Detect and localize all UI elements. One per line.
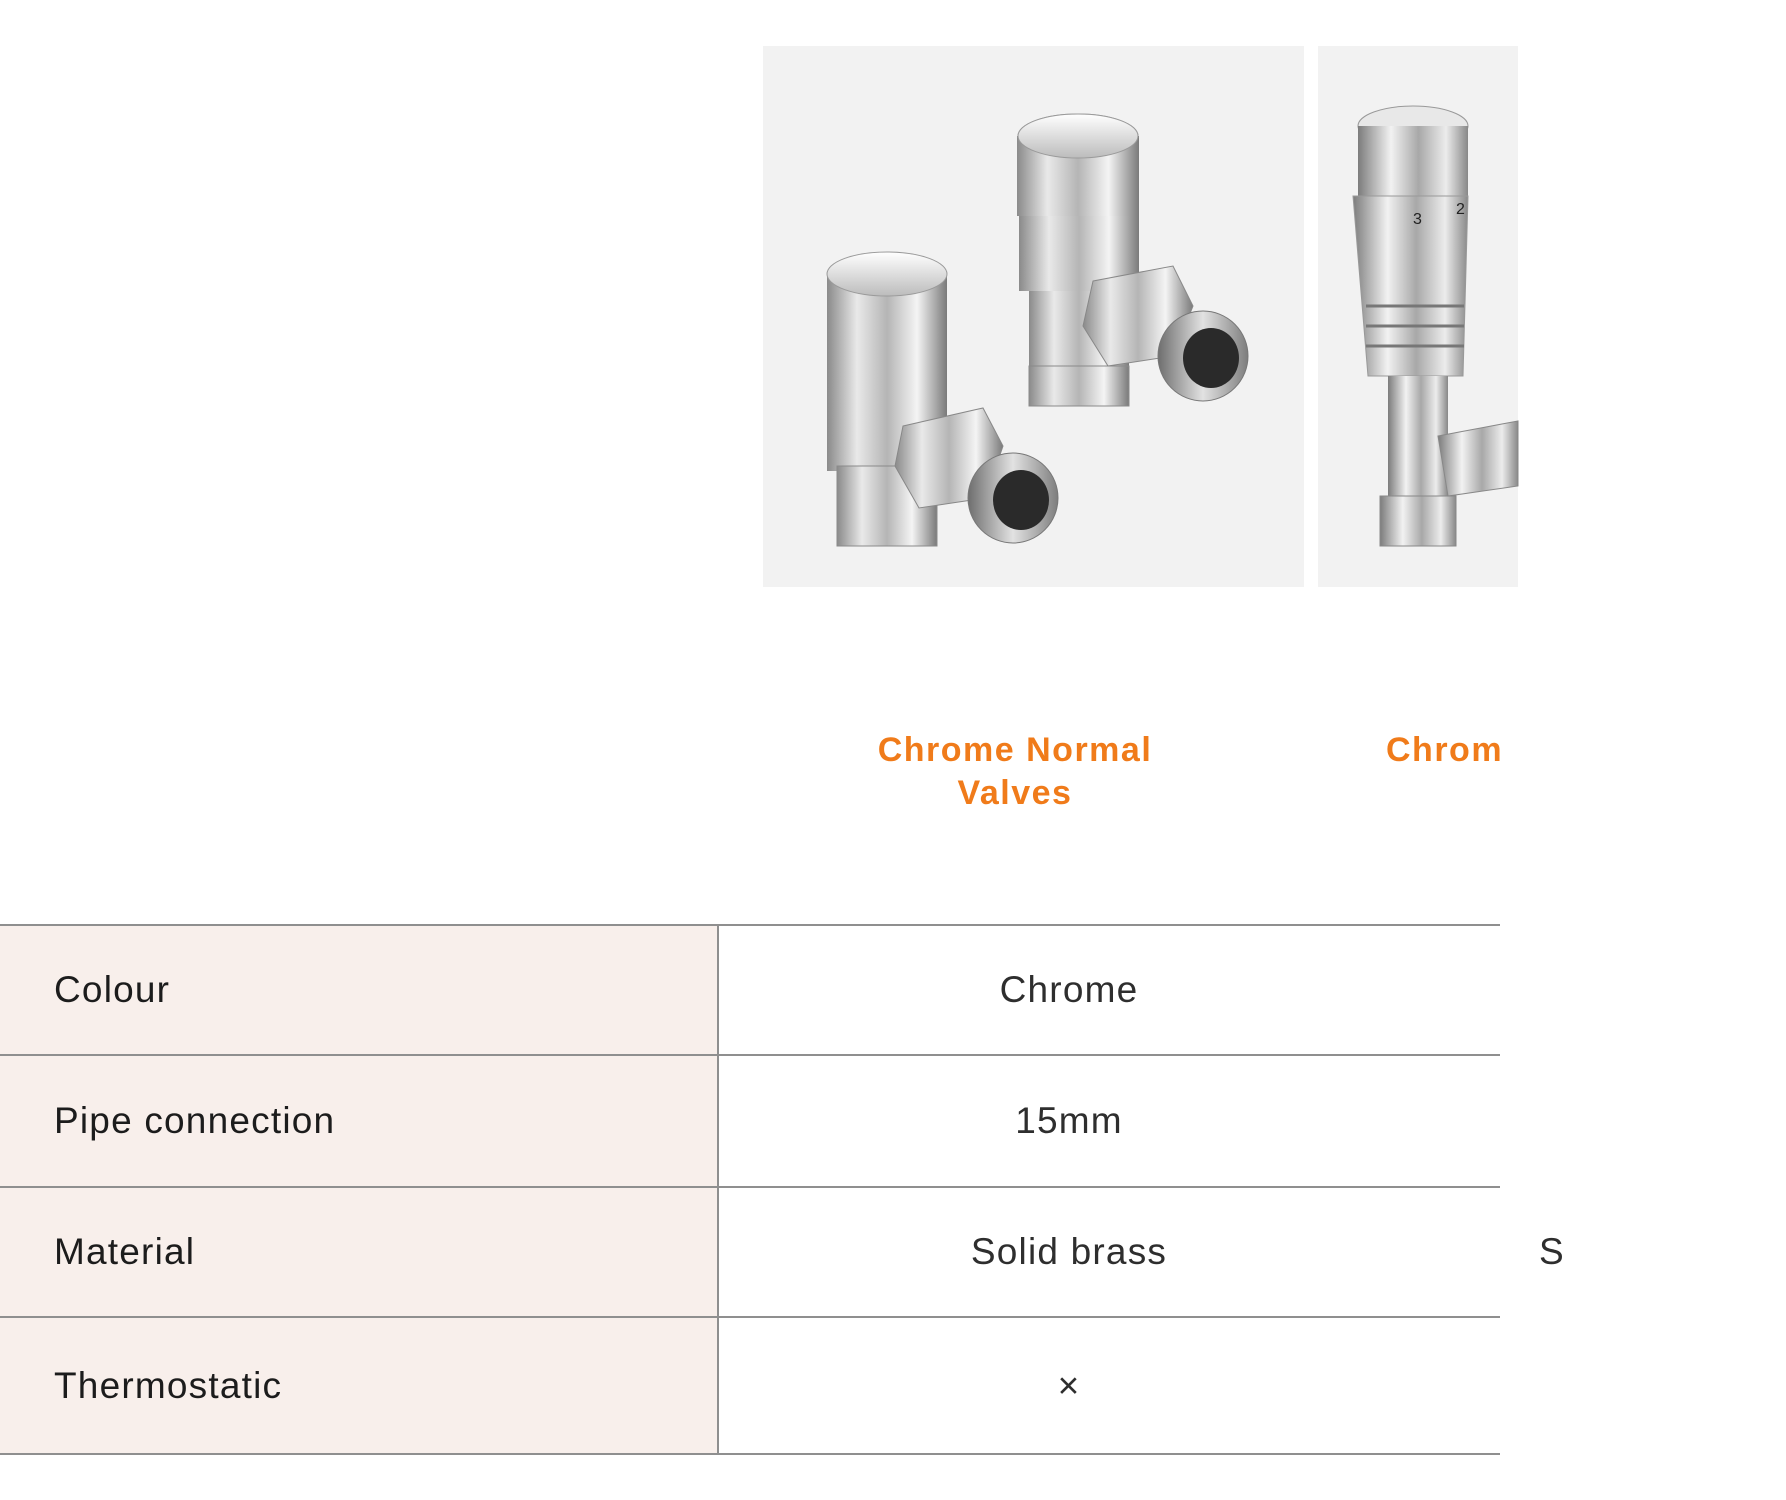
spec-value-material: Solid brass	[718, 1187, 1419, 1317]
product-title-1[interactable]: Chrome Normal Valves	[877, 731, 1153, 812]
table-row	[0, 1055, 1500, 1187]
spec-value-pipe-connection-2	[1419, 1055, 1500, 1187]
spec-comparison-table	[0, 924, 1565, 1455]
product-title-2[interactable]: Chrom	[1386, 731, 1504, 769]
dial-mark-3: 3	[1413, 211, 1422, 228]
product-image-chrome-normal-valves	[763, 46, 1304, 587]
spec-label-material: Material	[0, 1187, 718, 1317]
spec-label-colour: Colour	[0, 925, 718, 1055]
spec-label-thermostatic: Thermostatic	[0, 1317, 718, 1454]
dial-mark-2: 2	[1456, 201, 1465, 218]
table-row	[0, 1187, 1500, 1317]
spec-value-colour-2	[1419, 925, 1500, 1055]
spec-label-pipe-connection: Pipe connection	[0, 1055, 718, 1187]
table-row	[0, 925, 1500, 1055]
spec-value-colour: Chrome	[718, 925, 1419, 1055]
product-image-chrome-thermostatic-valve	[1318, 46, 1518, 587]
spec-value-thermostatic: ×	[718, 1317, 1419, 1454]
spec-value-pipe-connection: 15mm	[718, 1055, 1419, 1187]
chrome-thermostatic-valve-icon	[1318, 46, 1518, 587]
chrome-angled-radiator-valves-icon	[763, 46, 1304, 587]
table-row	[0, 1317, 1500, 1454]
spec-value-material-2: S	[1419, 1187, 1500, 1317]
spec-value-thermostatic-2	[1419, 1317, 1500, 1454]
